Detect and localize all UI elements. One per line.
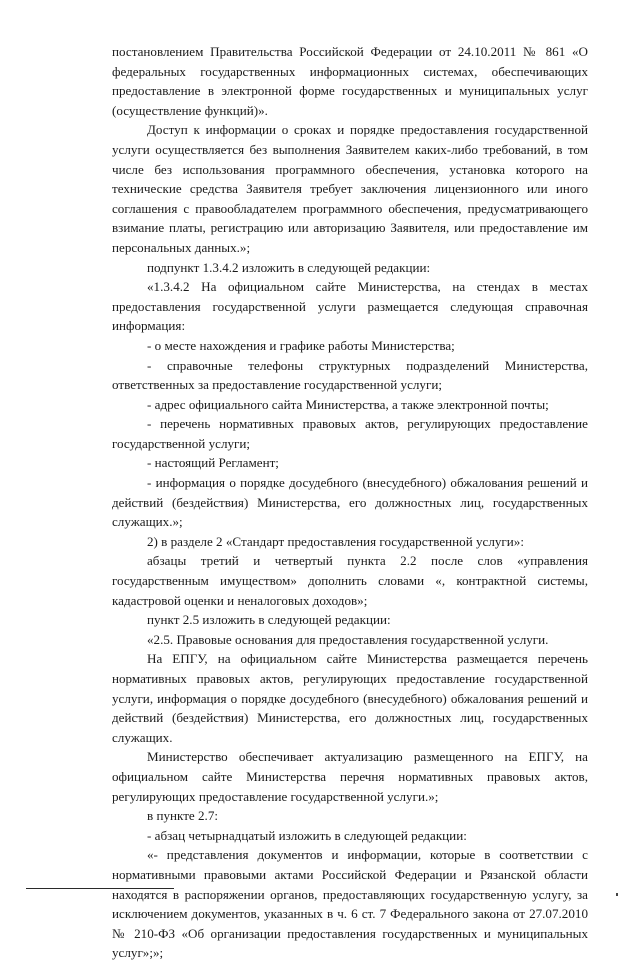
scan-mark <box>616 893 618 896</box>
list-item-location-schedule: - о месте нахождения и графике работы Министерства; <box>147 337 455 353</box>
paragraph-information-access: Доступ к информации о сроках и порядке предоставления государственной услуги осуществляется без выполнения Заявителем каких-либо требований, в том числе без использования программного обеспечения, установка которого на технические средства Заявителя требует заключения лицензионного или иного соглашения с правообладателем программного обеспечения, предусматривающего взимание платы, регистрацию или авторизацию Заявителя, или предоставление им персональных данных.»; <box>112 122 588 255</box>
list-item-legal-acts: - перечень нормативных правовых актов, регулирующих предоставление государственной услуги; <box>112 416 588 451</box>
document-body <box>112 42 588 963</box>
paragraph-clause-2-5-amendment: пункт 2.5 изложить в следующей редакции: <box>147 612 391 628</box>
paragraph-clause-2-5-title: «2.5. Правовые основания для предоставления государственной услуги. <box>147 631 549 647</box>
paragraph-clause-1-3-4-2: «1.3.4.2 На официальном сайте Министерства, на стендах в местах предоставления государственной услуги размещается следующая справочная информация: <box>112 279 588 334</box>
paragraph-clause-2-2: абзацы третий и четвертый пункта 2.2 после слов «управления государственным имуществом» дополнить словами «, контрактной системы, кадастровой оценки и неналоговых доходов»; <box>112 553 588 608</box>
paragraph-decree-reference: постановлением Правительства Российской Федерации от 24.10.2011 № 861 «О федеральных государственных информационных системах, обеспечивающих предоставление в электронной форме государственных и муниципальных услуг (осуществление функций)». <box>112 44 588 118</box>
list-item-appeal-procedure: - информация о порядке досудебного (внесудебного) обжалования решений и действий (бездействия) Министерства, его должностных лиц, государственных служащих.»; <box>112 475 588 530</box>
footnote-separator-line <box>26 888 174 889</box>
paragraph-clause-2-7: в пункте 2.7: <box>147 808 219 824</box>
paragraph-fourteenth-abzac: - абзац четырнадцатый изложить в следующей редакции: <box>147 827 467 843</box>
paragraph-epgu-list: На ЕПГУ, на официальном сайте Министерства размещается перечень нормативных правовых актов, регулирующих предоставление государственной услуги, информация о порядке досудебного (внесудебного) обжалования решений и действий (бездействия) Министерства, его должностных лиц, государственных служащих. <box>112 651 588 745</box>
paragraph-documents-submission: «- представления документов и информации, которые в соответствии с нормативными правовыми актами Российской Федерации и Рязанской области находятся в распоряжении органов, предоставляющих государственную услугу, за исключением документов, указанных в ч. 6 ст. 7 Федерального закона от 27.07.2010 № 210-ФЗ «Об организации предоставления государственных и муниципальных услуг»;»; <box>112 847 588 961</box>
paragraph-subclause-amendment: подпункт 1.3.4.2 изложить в следующей редакции: <box>147 259 431 275</box>
list-item-website-email: - адрес официального сайта Министерства, а также электронной почты; <box>147 396 549 412</box>
list-item-reference-phones: - справочные телефоны структурных подразделений Министерства, ответственных за предоставление государственной услуги; <box>112 357 588 393</box>
paragraph-ministry-updates: Министерство обеспечивает актуализацию размещенного на ЕПГУ, на официальном сайте Министерства перечня нормативных правовых актов, регулирующих предоставление государственной услуги.»; <box>112 749 588 804</box>
list-item-regulation: - настоящий Регламент; <box>147 455 279 471</box>
paragraph-section-2: 2) в разделе 2 «Стандарт предоставления государственной услуги»: <box>147 533 524 549</box>
